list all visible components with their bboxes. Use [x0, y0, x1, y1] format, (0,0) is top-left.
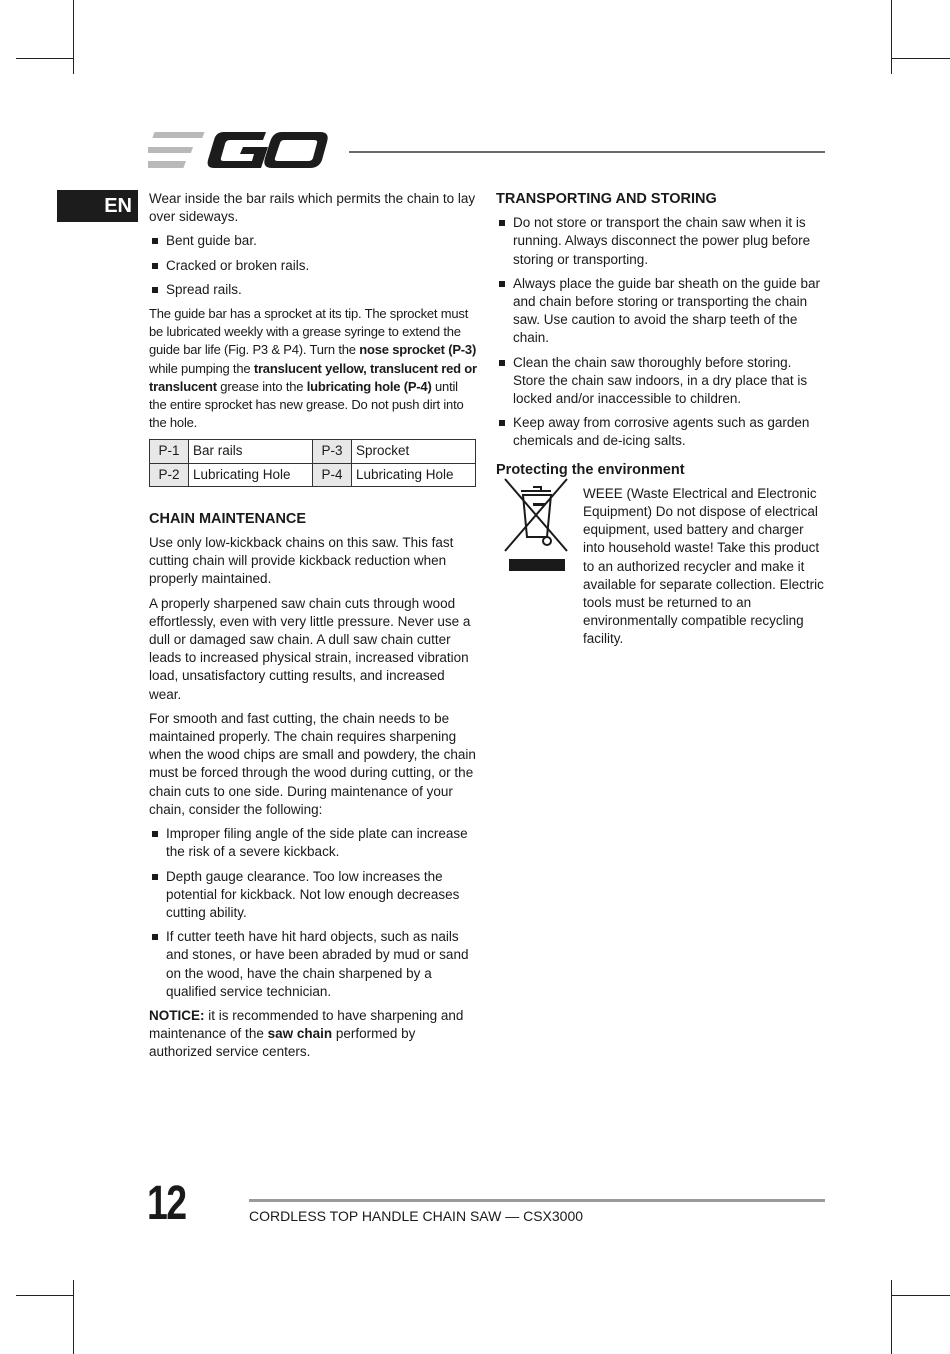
- part-code: P-4: [313, 463, 352, 486]
- page-number: 12: [147, 1177, 186, 1230]
- right-column: [496, 190, 826, 655]
- notice-paragraph: NOTICE: it is recommended to have sharpening and maintenance of the saw chain performed by authorized service centers.: [149, 1007, 464, 1060]
- footer-rule: [249, 1199, 825, 1202]
- transport-heading: TRANSPORTING AND STORING: [496, 191, 717, 207]
- list-item: Clean the chain saw thoroughly before storing. Store the chain saw indoors, in a dry place that is locked and/or inaccessible to children.: [496, 354, 826, 409]
- crossed-out-wheelie-bin-icon: [501, 473, 571, 573]
- part-label: Bar rails: [189, 440, 313, 463]
- list-item: Do not store or transport the chain saw when it is running. Always disconnect the power plug before storing or transporting.: [496, 214, 826, 269]
- part-label: Sprocket: [352, 440, 476, 463]
- language-tab: EN: [57, 190, 138, 222]
- list-item: Always place the guide bar sheath on the guide bar and chain before storing or transporting the chain saw. Use caution to avoid the sharp teeth of the chain.: [496, 275, 826, 348]
- chain-para-3: For smooth and fast cutting, the chain needs to be maintained properly. The chain requires sharpening when the wood chips are small and powdery, the chain must be forced through the wood during cutting, or the chain cuts to one side. During maintenance of your chain, consider the following:: [149, 710, 476, 817]
- sprocket-paragraph: The guide bar has a sprocket at its tip. The sprocket must be lubricated weekly with a grease syringe to extend the guide bar life (Fig. P3 & P4). Turn the nose sprocket (P-3) while pumping the translucent yellow, translucent red or translucent grease into the lubricating hole (P-4) until the entire sprocket has new grease. Do not push dirt into the hole.: [149, 306, 477, 431]
- part-code: P-1: [150, 440, 189, 463]
- list-item: Cracked or broken rails.: [149, 257, 477, 275]
- part-label: Lubricating Hole: [352, 463, 476, 486]
- table-row: [150, 463, 476, 486]
- crop-mark: [891, 1295, 950, 1296]
- environment-heading: Protecting the environment: [496, 461, 685, 478]
- crop-mark: [73, 0, 74, 74]
- crop-mark: [891, 1280, 892, 1354]
- crop-mark: [16, 58, 74, 59]
- list-item: Spread rails.: [149, 281, 477, 299]
- crop-mark: [73, 1280, 74, 1354]
- part-label: Lubricating Hole: [189, 463, 313, 486]
- list-item: Bent guide bar.: [149, 232, 477, 250]
- parts-table: [149, 439, 476, 486]
- notice-label: NOTICE:: [149, 1007, 205, 1023]
- list-item: Depth gauge clearance. Too low increases the potential for kickback. Not low enough decreases cutting ability.: [149, 868, 477, 923]
- wear-intro: Wear inside the bar rails which permits the chain to lay over sideways.: [149, 191, 476, 225]
- left-column: [149, 190, 477, 1068]
- crop-mark: [891, 58, 950, 59]
- crop-mark: [891, 0, 892, 74]
- header-rule: [349, 151, 825, 153]
- part-code: P-3: [313, 440, 352, 463]
- table-row: [150, 440, 476, 463]
- chain-maintenance-heading: CHAIN MAINTENANCE: [149, 510, 307, 527]
- list-item: If cutter teeth have hit hard objects, such as nails and stones, or have been abraded by mud or sand on the wood, have the chain sharpened by a qualified service technician.: [149, 928, 477, 1001]
- crop-mark: [16, 1295, 74, 1296]
- chain-list: [149, 825, 477, 1001]
- wear-list: [149, 232, 477, 299]
- weee-paragraph: WEEE (Waste Electrical and Electronic Equipment) Do not dispose of electrical equipment, used battery and charger into household waste! Take this product to an authorized recycler and make it available for separate collection. Electric tools must be returned to an environmentally compatible recycling facility.: [583, 485, 824, 647]
- transport-list: [496, 214, 826, 450]
- footer-title: CORDLESS TOP HANDLE CHAIN SAW — CSX3000: [249, 1208, 584, 1224]
- ego-logo: [148, 128, 332, 174]
- list-item: Improper filing angle of the side plate can increase the risk of a severe kickback.: [149, 825, 477, 861]
- chain-para-1: Use only low-kickback chains on this saw. This fast cutting chain will provide kickback reduction when properly maintained.: [149, 535, 454, 587]
- list-item: Keep away from corrosive agents such as garden chemicals and de-icing salts.: [496, 414, 826, 450]
- part-code: P-2: [150, 463, 189, 486]
- chain-para-2: A properly sharpened saw chain cuts through wood effortlessly, even with very little pressure. Never use a dull or damaged saw chain. A dull saw chain cutter leads to increased physical strain, increased vibration load, unsatisfactory cutting results, and increased wear.: [149, 595, 471, 702]
